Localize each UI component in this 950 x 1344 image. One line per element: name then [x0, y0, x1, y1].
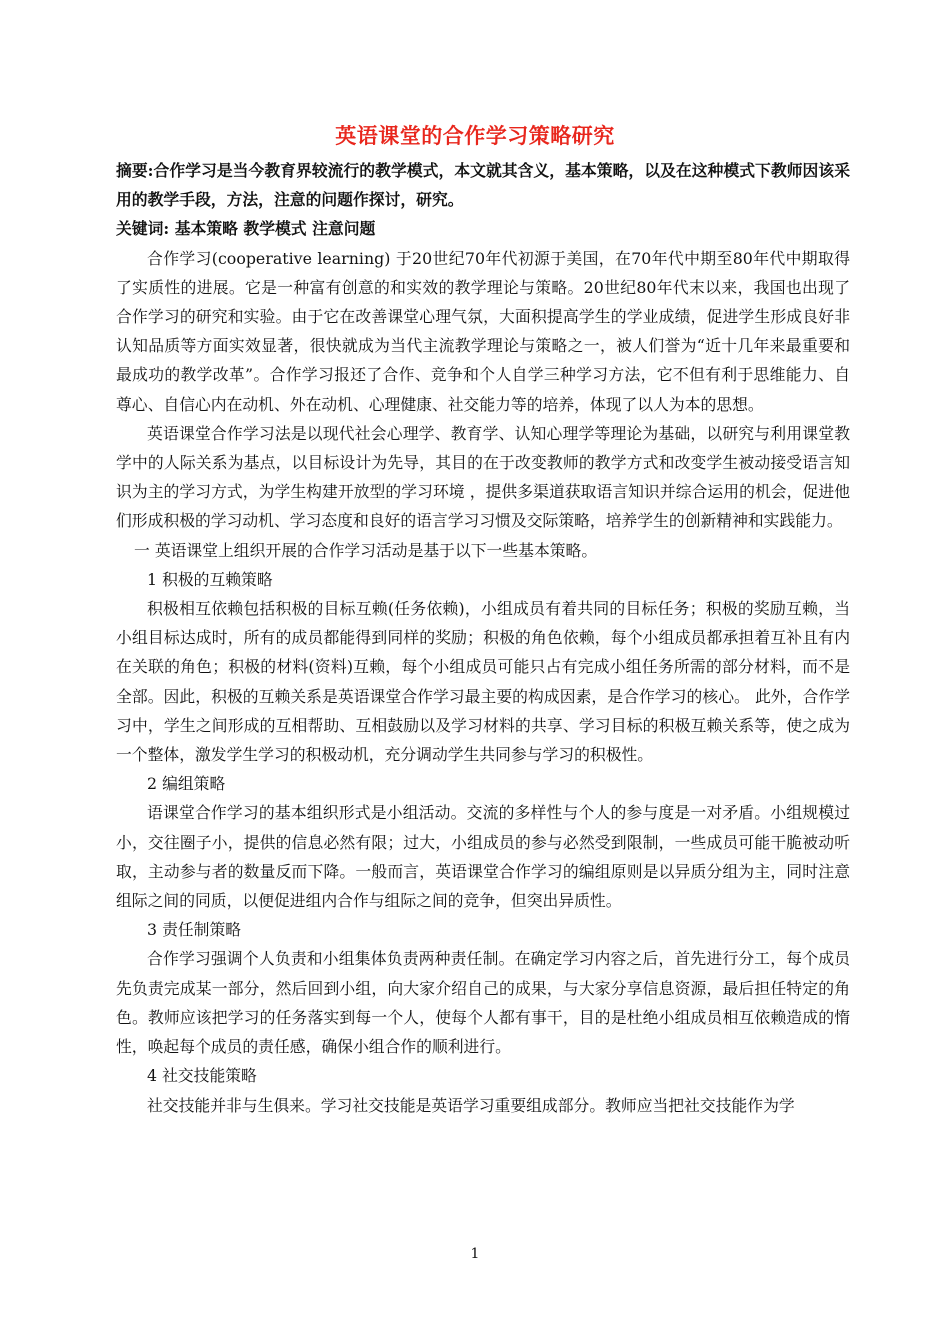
strategy-heading: 1 积极的互赖策略 [147, 569, 273, 589]
strategy-text: 合作学习强调个人负责和小组集体负责两种责任制。在确定学习内容之后，首先进行分工，每个成员先负责完成某一部分，然后回到小组，向大家介绍自己的成果，与大家分享信息资源，最后担任特定的角色。教师应该把学习的任务落实到每一个人，使每个人都有事干，目的是杜绝小组成员相互依赖造成的惰性，唤起每个成员的责任感，确保小组合作的顺利进行。 [116, 949, 850, 1057]
strategy-heading: 4 社交技能策略 [147, 1066, 257, 1086]
strategy-heading: 3 责任制策略 [147, 920, 242, 940]
document-body [116, 156, 850, 1120]
page-number: 1 [470, 1246, 480, 1262]
strategy-heading: 2 编组策略 [147, 774, 226, 794]
body-paragraph: 英语课堂合作学习法是以现代社会心理学、教育学、认知心理学等理论为基础，以研究与利用课堂教学中的人际关系为基点，以目标设计为先导，其目的在于改变教师的教学方式和改变学生被动接受语言知识为主的学习方式，为学生构建开放型的学习环境 ，提供多渠道获取语言知识并综合运用的机会，促进他们形成积极的学习动机、学习态度和良好的语言学习习惯及交际策略，培养学生的创新精神和实践能力。 [116, 423, 850, 531]
strategy-text: 语课堂合作学习的基本组织形式是小组活动。交流的多样性与个人的参与度是一对矛盾。小组规模过小，交往圈子小，提供的信息必然有限；过大，小组成员的参与必然受到限制，一些成员可能干脆被动听取，主动参与者的数量反而下降。一般而言，英语课堂合作学习的编组原则是以异质分组为主，同时注意组际之间的同质，以便促进组内合作与组际之间的竞争，但突出异质性。 [116, 803, 850, 911]
strategy-text: 积极相互依赖包括积极的目标互赖(任务依赖)，小组成员有着共同的目标任务；积极的奖励互赖，当小组目标达成时，所有的成员都能得到同样的奖励；积极的角色依赖，每个小组成员都承担着互补且有内在关联的角色；积极的材料(资料)互赖，每个小组成员可能只占有完成小组任务所需的部分材料，而不是全部。因此，积极的互赖关系是英语课堂合作学习最主要的构成因素，是合作学习的核心。 此外，合作学习中，学生之间形成的互相帮助、互相鼓励以及学习材料的共享、学习目标的积极互赖关系等，使之成为一个整体，激发学生学习的积极动机，充分调动学生共同参与学习的积极性。 [116, 599, 850, 765]
strategy-text: 社交技能并非与生俱来。学习社交技能是英语学习重要组成部分。教师应当把社交技能作为学 [147, 1095, 795, 1115]
keywords: 关键词: 基本策略 教学模式 注意问题 [116, 219, 376, 239]
abstract: 摘要:合作学习是当今教育界较流行的教学模式，本文就其含义，基本策略，以及在这种模式下教师因该采用的教学手段，方法，注意的问题作探讨，研究。 [116, 161, 850, 210]
section-heading: 一 英语课堂上组织开展的合作学习活动是基于以下一些基本策略。 [134, 540, 598, 560]
body-paragraph: 合作学习(cooperative learning) 于20世纪70年代初源于美国，在70年代中期至80年代中期取得了实质性的进展。它是一种富有创意的和实效的教学理论与策略。20世纪80年代末以来，我国也出现了合作学习的研究和实验。由于它在改善课堂心理气氛，大面积提高学生的学业成绩，促进学生形成良好非认知品质等方面实效显著，很快就成为当代主流教学理论与策略之一，被人们誉为“近十几年来最重要和最成功的教学改革”。合作学习报还了合作、竞争和个人自学三种学习方法，它不但有利于思维能力、自尊心、自信心内在动机、外在动机、心理健康、社交能力等的培养，体现了以人为本的思想。 [116, 248, 850, 414]
document-title: 英语课堂的合作学习策略研究 [335, 123, 615, 148]
